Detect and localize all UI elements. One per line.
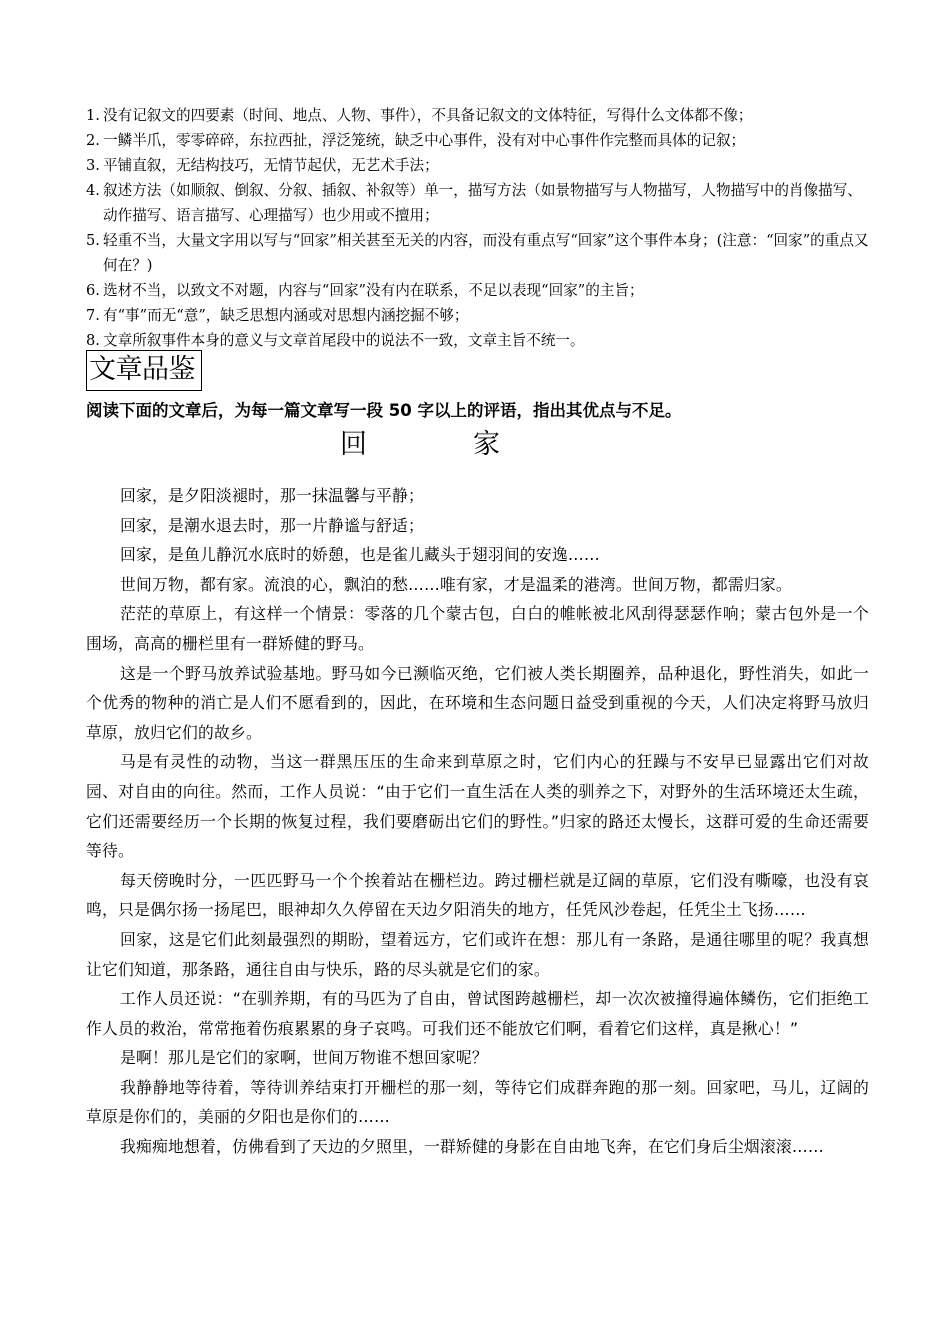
instruction-text: 阅读下面的文章后，为每一篇文章写一段 50 字以上的评语，指出其优点与不足。 [86,401,682,420]
list-item-number: 6. [86,282,100,299]
essay-paragraph: 工作人员还说：“在驯养期，有的马匹为了自由，曾试图跨越栅栏，却一次次被撞得遍体鳞伤，它们拒绝工作人员的救治，常常拖着伤痕累累的身子哀鸣。可我们还不能放它们啊，看着它们这样，真是揪心！” [86,989,869,1038]
essay-title-char-2: 家 [473,429,500,460]
list-item [86,178,876,228]
list-item-text: 没有记叙文的四要素（时间、地点、人物、事件），不具备记叙文的文体特征，写得什么文体都不像； [103,107,753,124]
essay-paragraph: 回家，这是它们此刻最强烈的期盼，望着远方，它们或许在想：那儿有一条路，是通往哪里的呢？我真想让它们知道，那条路，通往自由与快乐，路的尽头就是它们的家。 [86,929,869,979]
essay-paragraph: 我静静地等待着，等待训养结束打开栅栏的那一刻，等待它们成群奔跑的那一刻。回家吧，马儿，辽阔的草原是你们的，美丽的夕阳也是你们的…… [86,1077,869,1127]
list-item-text: 选材不当，以致文不对题，内容与“回家”没有内在联系，不足以表现“回家”的主旨； [103,282,644,299]
list-item-text: 有“事”而无“意”，缺乏思想内涵或对思想内涵挖掘不够； [103,307,469,324]
list-item-text: 叙述方法（如顺叙、倒叙、分叙、插叙、补叙等）单一，描写方法（如景物描写与人物描写，人物描写中的肖像描写、动作描写、语言描写、心理描写）也少用或不擅用； [103,182,862,224]
list-item [86,128,876,153]
essay-body [86,481,869,1162]
list-item-number: 2. [86,132,100,149]
essay-paragraph: 茫茫的草原上，有这样一个情景：零落的几个蒙古包，白白的帷帐被北风刮得瑟瑟作响；蒙古包外是一个围场，高高的栅栏里有一群矫健的野马。 [86,604,869,653]
essay-paragraph: 回家，是夕阳淡褪时，那一抹温馨与平静； [120,486,424,505]
list-item-text: 轻重不当，大量文字用以写与“回家”相关甚至无关的内容，而没有重点写“回家”这个事件本身；(注意：“回家”的重点又何在？) [103,232,869,274]
list-item [86,103,876,128]
list-item-text: 一鳞半爪，零零碎碎，东拉西扯，浮泛笼统，缺乏中心事件，没有对中心事件作完整而具体的记叙； [103,132,746,149]
list-item [86,328,876,353]
list-item-number: 7. [86,307,100,324]
list-item-number: 1. [86,107,100,124]
problem-list [86,103,876,353]
essay-paragraph: 这是一个野马放养试验基地。野马如今已濒临灭绝，它们被人类长期圈养，品种退化，野性消失，如此一个优秀的物种的消亡是人们不愿看到的，因此，在环境和生态问题日益受到重视的今天，人们决定将野马放归草原，放归它们的故乡。 [86,663,869,742]
list-item-text: 文章所叙事件本身的意义与文章首尾段中的说法不一致，文章主旨不统一。 [103,332,585,349]
section-heading: 文章品鉴 [89,354,195,385]
essay-title [340,425,540,465]
essay-paragraph: 马是有灵性的动物，当这一群黑压压的生命来到草原之时，它们内心的狂躁与不安早已显露出它们对故园、对自由的向往。然而，工作人员说：“由于它们一直生活在人类的驯养之下，对野外的生活环境还太生疏，它们还需要经历一个长期的恢复过程，我们要磨砺出它们的野性。”归家的路还太慢长，这群可爱的生命还需要等待。 [86,752,869,861]
list-item [86,303,876,328]
essay-paragraph: 回家，是鱼儿静沉水底时的娇憩，也是雀儿藏头于翅羽间的安逸…… [120,545,600,565]
essay-paragraph: 回家，是潮水退去时，那一片静谧与舒适； [120,515,424,535]
list-item-text: 平铺直叙，无结构技巧，无情节起伏，无艺术手法； [103,157,439,174]
list-item [86,278,876,303]
essay-title-char-1: 回 [340,429,367,460]
essay-paragraph: 是啊！那儿是它们的家啊，世间万物谁不想回家呢？ [120,1048,488,1068]
list-item-number: 4. [86,182,100,199]
essay-paragraph: 我痴痴地想着，仿佛看到了天边的夕照里，一群矫健的身影在自由地飞奔，在它们身后尘烟滚滚…… [120,1137,824,1157]
list-item [86,153,876,178]
list-item-number: 8. [86,332,100,349]
list-item [86,228,876,278]
section-heading-box [86,350,202,391]
essay-paragraph: 每天傍晚时分，一匹匹野马一个个挨着站在栅栏边。跨过栅栏就是辽阔的草原，它们没有嘶嚎，也没有哀鸣，只是偶尔扬一扬尾巴，眼神却久久停留在天边夕阳消失的地方，任凭风沙卷起，任凭尘土飞扬…… [86,870,869,920]
list-item-number: 5. [86,232,100,249]
list-item-number: 3. [86,157,100,174]
essay-paragraph: 世间万物，都有家。流浪的心，飘泊的愁……唯有家，才是温柔的港湾。世间万物，都需归家。 [120,574,792,594]
